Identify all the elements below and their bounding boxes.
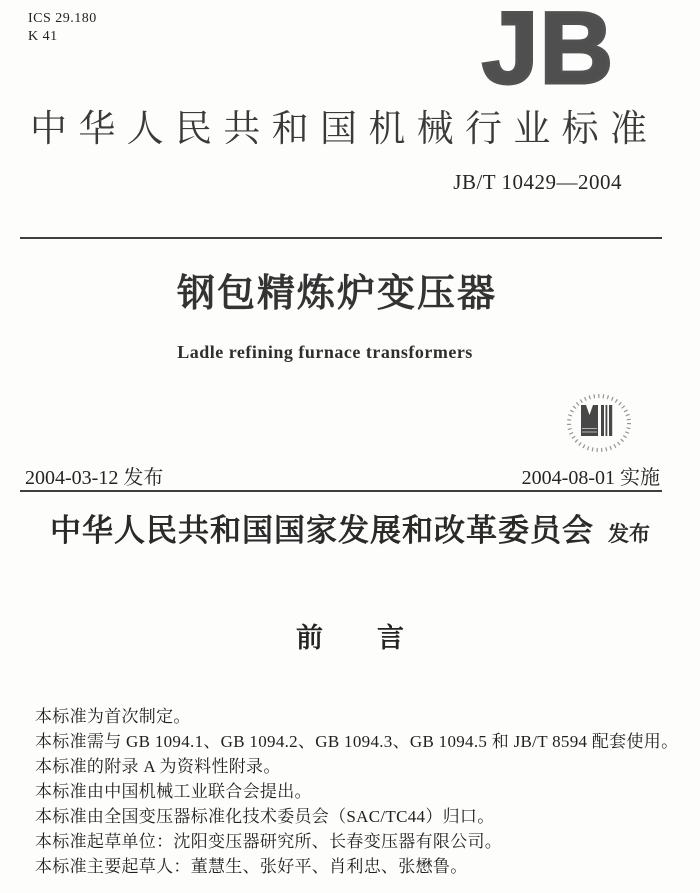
issuing-suffix: 发布 (608, 522, 650, 546)
issue-date-row (25, 461, 163, 490)
jb-logo: JB (481, 0, 615, 105)
title-english: Ladle refining furnace transformers (177, 342, 473, 362)
foreword-line: 本标准由全国变压器标准化技术委员会（SAC/TC44）归口。 (35, 807, 495, 826)
foreword-line: 本标准主要起草人：董慧生、张好平、肖利忠、张懋鲁。 (35, 857, 468, 876)
foreword-paragraphs (35, 704, 685, 879)
standard-category-title: 中华人民共和国机械行业标准 (30, 109, 658, 150)
standards-committee-seal-icon (564, 392, 634, 456)
issuing-body-row (0, 505, 700, 550)
divider-top (20, 237, 662, 239)
implementation-date-label: 实施 (620, 467, 660, 489)
issue-date: 2004-03-12 (25, 467, 119, 489)
implementation-date-row (522, 461, 660, 490)
issue-date-label: 发布 (123, 467, 164, 489)
foreword-line: 本标准由中国机械工业联合会提出。 (35, 782, 312, 801)
standard-number: JB/T 10429—2004 (453, 170, 622, 194)
classification-code: K 41 (28, 29, 58, 44)
foreword-line: 本标准起草单位：沈阳变压器研究所、长春变压器有限公司。 (35, 832, 503, 851)
divider-bottom (20, 490, 662, 492)
foreword-line: 本标准的附录 A 为资料性附录。 (35, 757, 281, 776)
foreword-heading: 前 言 (296, 623, 404, 653)
title-chinese: 钢包精炼炉变压器 (176, 273, 497, 315)
ics-block (28, 10, 97, 46)
implementation-date: 2004-08-01 (521, 467, 615, 489)
foreword-line: 本标准为首次制定。 (35, 707, 191, 726)
foreword-line: 本标准需与 GB 1094.1、GB 1094.2、GB 1094.3、GB 1094.5 和 JB/T 8594 配套使用。 (35, 732, 679, 751)
issuing-body: 中华人民共和国国家发展和改革委员会 (50, 513, 594, 548)
ics-code: ICS 29.180 (28, 11, 97, 26)
